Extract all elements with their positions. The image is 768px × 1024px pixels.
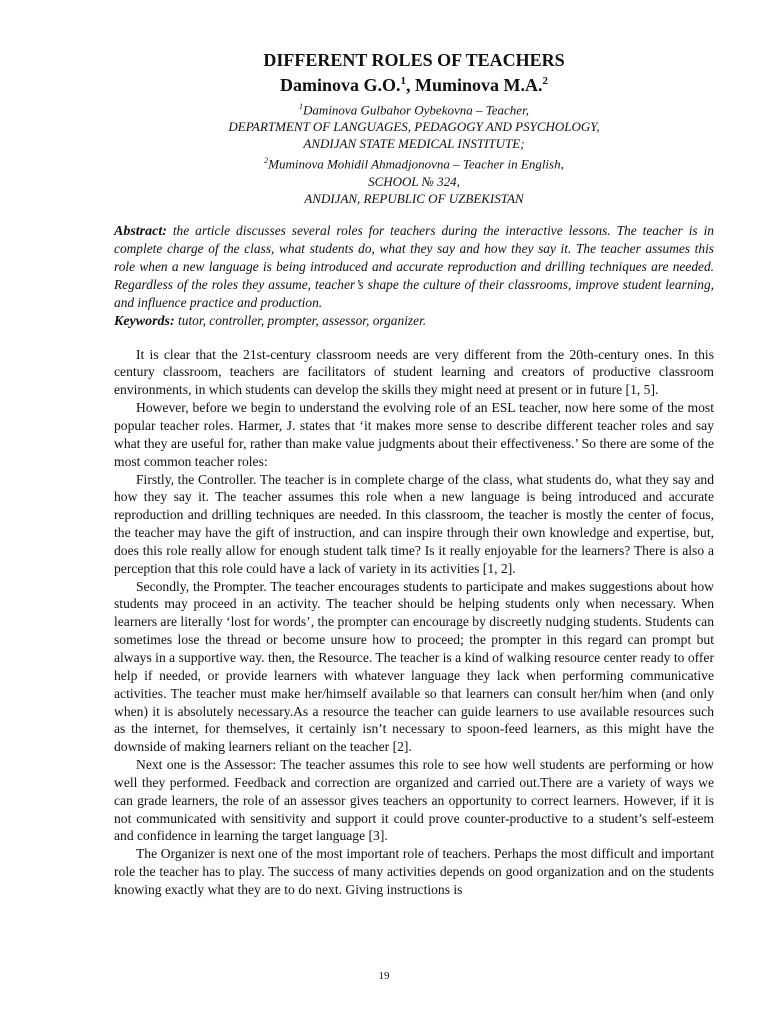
keywords <box>114 312 714 330</box>
body-paragraph-2: However, before we begin to understand the evolving role of an ESL teacher, now here some of the most popular teacher roles. Harmer, J. states that ‘it makes more sense to describe different teacher roles and say what they are useful for, rather than make value judgments about their effectiveness.’ So there are some of the most common teacher roles: <box>114 400 714 469</box>
affiliation-1-name <box>114 98 714 118</box>
body-paragraph-1: It is clear that the 21st-century classroom needs are very different from the 20th-century ones. In this century classroom, teachers are facilitators of student learning and creators of productive classroom environments, in which students can develop the skills they might need at present or in future [1, 5]. <box>114 346 714 398</box>
affiliation-2-name <box>114 152 714 172</box>
keywords-label: Keywords: <box>114 313 175 329</box>
keywords-text: tutor, controller, prompter, assessor, organizer. <box>178 312 427 328</box>
body-paragraph-3: Firstly, the Controller. The teacher is in complete charge of the class, what students do, what they say and how they say it. The teacher assumes this role when a new language is being introduced and accurate reproduction and drilling techniques are needed. In this classroom, the teacher is mostly the center of focus, the teacher may have the gift of instruction, and can inspire through their own knowledge and expertise, but, does this role really allow for enough student talk time? Is it really enjoyable for the learners? There is also a perception that this role could have a lack of variety in its activities [1, 2]. <box>114 471 714 576</box>
page-number: 19 <box>378 970 390 982</box>
article-title: DIFFERENT ROLES OF TEACHERS <box>263 50 565 70</box>
body-paragraph-5: Next one is the Assessor: The teacher assumes this role to see how well students are performing or how well they performed. Feedback and correction are organized and carried out.There are a variety of ways we can grade learners, the role of an assessor gives teachers an opportunity to correct learners. However, if it is not communicated with sensitivity and support it could prove counter-productive to a student’s self-esteem and confidence in learning the target language [3]. <box>114 757 714 844</box>
abstract-label: Abstract: <box>114 223 167 239</box>
body-paragraph-6: The Organizer is next one of the most important role of teachers. Perhaps the most difficult and important role the teacher has to play. The success of many activities depends on good organization and on the students knowing exactly what they are to do next. Giving instructions is <box>114 846 714 897</box>
author-1: Daminova G.O. <box>279 75 401 95</box>
affiliations <box>114 98 714 207</box>
abstract <box>114 222 714 312</box>
article-body <box>114 346 714 899</box>
body-paragraph-4: Secondly, the Prompter. The teacher encourages students to participate and makes suggestions about how students may proceed in an activity. The teacher should be helping students only when necessary. When learners are literally ‘lost for words’, the prompter can encourage by discreetly nudging students. Students can sometimes lose the thread or become unsure how to proceed; the prompter in this regard can prompt but always in a supportive way. then, the Resource. The teacher is a kind of walking resource center ready to offer help if needed, or provide learners with whatever language they lack when performing communicative activities. The teacher must make her/himself available so that learners can consult her/him when (and only when) it is absolutely necessary.As a resource the teacher can guide learners to use available resources such as the internet, for themselves, it certainly isn’t necessary to spoon-feed learners, as this might have the downside of making learners reliant on the teacher [2]. <box>114 578 714 755</box>
article-page <box>114 50 714 899</box>
author-line <box>114 70 714 96</box>
affiliation-2-school: SCHOOL № 324, <box>368 173 460 189</box>
affiliation-1-name-text: Daminova Gulbahor Oybekovna – Teacher, <box>303 102 529 118</box>
author-1-superscript: 1 <box>400 75 406 87</box>
affiliation-2-name-text: Muminova Mohidil Ahmadjonovna – Teacher in English, <box>268 156 564 172</box>
abstract-text: the article discusses several roles for teachers during the interactive lessons. The teacher is in complete charge of the class, what students do, what they say and how they say it. The teacher assumes this role when a new language is being introduced and accurate reproduction and drilling techniques are needed. Regardless of the roles they assume, teacher’s shape the culture of their classrooms, improve student learning, and influence practice and production. <box>114 222 714 310</box>
author-2: , Muminova M.A. <box>406 75 543 95</box>
affiliation-1-department: DEPARTMENT OF LANGUAGES, PEDAGOGY AND PSYCHOLOGY, <box>228 119 600 135</box>
affiliation-1-superscript: 1 <box>299 102 304 111</box>
affiliation-2-location: ANDIJAN, REPUBLIC OF UZBEKISTAN <box>304 190 524 206</box>
affiliation-2-superscript: 2 <box>264 156 269 166</box>
affiliation-1-institute: ANDIJAN STATE MEDICAL INSTITUTE; <box>303 136 525 152</box>
author-2-superscript: 2 <box>542 75 548 87</box>
